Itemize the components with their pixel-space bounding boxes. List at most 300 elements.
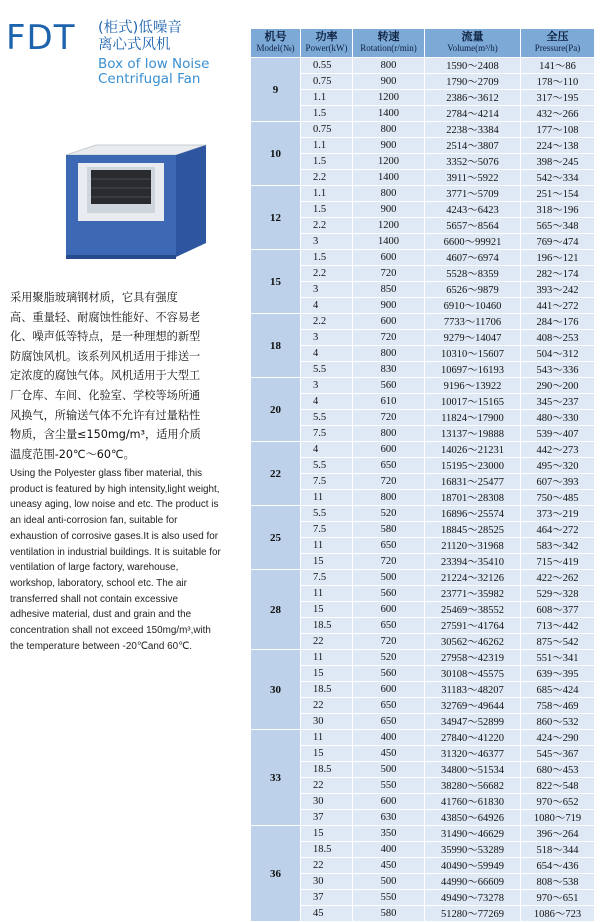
model-number-cell: 9 [251, 58, 301, 122]
volume-cell: 23394～35410 [425, 554, 521, 570]
power-cell: 5.5 [301, 362, 353, 378]
rotation-cell: 650 [353, 458, 425, 474]
volume-cell: 1590～2408 [425, 58, 521, 74]
power-cell: 11 [301, 490, 353, 506]
table-row [251, 154, 595, 170]
rotation-cell: 1400 [353, 170, 425, 186]
pressure-cell: 750～485 [521, 490, 595, 506]
table-row [251, 778, 595, 794]
description-en-line: the temperature between -20℃and 60℃. [10, 640, 192, 652]
power-cell: 22 [301, 858, 353, 874]
volume-cell: 34947～52899 [425, 714, 521, 730]
model-number-cell: 20 [251, 378, 301, 442]
table-row [251, 330, 595, 346]
volume-cell: 14026～21231 [425, 442, 521, 458]
table-row [251, 762, 595, 778]
rotation-cell: 580 [353, 522, 425, 538]
rotation-cell: 900 [353, 298, 425, 314]
rotation-cell: 800 [353, 122, 425, 138]
pressure-cell: 224～138 [521, 138, 595, 154]
power-cell: 30 [301, 794, 353, 810]
table-row [251, 538, 595, 554]
title-en-line-2: Centrifugal Fan [98, 71, 201, 87]
title-cn-line-2: 离心式风机 [98, 37, 171, 53]
volume-cell: 32769～49644 [425, 698, 521, 714]
rotation-cell: 800 [353, 490, 425, 506]
description-cn-line: 物质，含尘量≤150mg/m³，适用介质 [10, 428, 201, 442]
power-cell: 30 [301, 874, 353, 890]
table-row [251, 618, 595, 634]
rotation-cell: 600 [353, 794, 425, 810]
volume-cell: 18701～28308 [425, 490, 521, 506]
pressure-cell: 318～196 [521, 202, 595, 218]
volume-cell: 1790～2709 [425, 74, 521, 90]
pressure-cell: 432～266 [521, 106, 595, 122]
description-cn-line: 高、重量轻、耐腐蚀性能好、不容易老 [10, 310, 201, 324]
pressure-cell: 639～395 [521, 666, 595, 682]
volume-cell: 6600～99921 [425, 234, 521, 250]
table-row [251, 458, 595, 474]
pressure-cell: 685～424 [521, 682, 595, 698]
column-header [425, 29, 521, 58]
rotation-cell: 720 [353, 474, 425, 490]
column-header-cn: 机号 [264, 31, 287, 43]
pressure-cell: 504～312 [521, 346, 595, 362]
power-cell: 7.5 [301, 522, 353, 538]
pressure-cell: 251～154 [521, 186, 595, 202]
power-cell: 3 [301, 378, 353, 394]
rotation-cell: 630 [353, 810, 425, 826]
rotation-cell: 720 [353, 410, 425, 426]
power-cell: 7.5 [301, 570, 353, 586]
title-cn-line-1: (柜式)低噪音 [98, 20, 182, 36]
rotation-cell: 720 [353, 266, 425, 282]
pressure-cell: 875～542 [521, 634, 595, 650]
pressure-cell: 345～237 [521, 394, 595, 410]
volume-cell: 16896～25574 [425, 506, 521, 522]
table-row [251, 570, 595, 586]
volume-cell: 6910～10460 [425, 298, 521, 314]
rotation-cell: 720 [353, 330, 425, 346]
table-row [251, 586, 595, 602]
volume-cell: 18845～28525 [425, 522, 521, 538]
rotation-cell: 1400 [353, 234, 425, 250]
description-en-line: concentration shall not exceed 150mg/m³,with [10, 625, 211, 637]
pressure-cell: 398～245 [521, 154, 595, 170]
pressure-cell: 317～195 [521, 90, 595, 106]
power-cell: 18.5 [301, 682, 353, 698]
description-en-line: workshop, laboratory, school etc. The air [10, 577, 187, 589]
volume-cell: 13137～19888 [425, 426, 521, 442]
power-cell: 1.5 [301, 250, 353, 266]
power-cell: 5.5 [301, 506, 353, 522]
rotation-cell: 500 [353, 874, 425, 890]
volume-cell: 5657～8564 [425, 218, 521, 234]
rotation-cell: 560 [353, 666, 425, 682]
power-cell: 5.5 [301, 410, 353, 426]
volume-cell: 51280～77269 [425, 906, 521, 922]
table-row [251, 442, 595, 458]
power-cell: 15 [301, 746, 353, 762]
power-cell: 3 [301, 282, 353, 298]
table-row [251, 58, 595, 74]
rotation-cell: 1200 [353, 218, 425, 234]
rotation-cell: 520 [353, 650, 425, 666]
table-row [251, 730, 595, 746]
table-row [251, 74, 595, 90]
rotation-cell: 560 [353, 378, 425, 394]
power-cell: 4 [301, 298, 353, 314]
description-en-line: ventilation of large factory, warehouse, [10, 562, 179, 574]
power-cell: 1.5 [301, 106, 353, 122]
table-row [251, 746, 595, 762]
table-row [251, 362, 595, 378]
column-header-cn: 全压 [546, 31, 569, 43]
pressure-cell: 408～253 [521, 330, 595, 346]
rotation-cell: 1200 [353, 90, 425, 106]
power-cell: 1.1 [301, 186, 353, 202]
table-row [251, 602, 595, 618]
model-number-cell: 28 [251, 570, 301, 650]
rotation-cell: 600 [353, 682, 425, 698]
rotation-cell: 610 [353, 394, 425, 410]
volume-cell: 5528～8359 [425, 266, 521, 282]
power-cell: 3 [301, 234, 353, 250]
description-cn-line: 化、噪声低等特点，是一种理想的新型 [10, 330, 201, 344]
description-en-line: transferred shall not contain excessive [10, 593, 178, 605]
model-number-cell: 15 [251, 250, 301, 314]
power-cell: 22 [301, 634, 353, 650]
description-cn-line: 定浓度的腐蚀气体。风机适用于大型工 [10, 369, 201, 383]
power-cell: 0.55 [301, 58, 353, 74]
column-header-en: Volume(m³/h) [447, 43, 498, 53]
volume-cell: 2386～3612 [425, 90, 521, 106]
pressure-cell: 442～273 [521, 442, 595, 458]
pressure-cell: 715～419 [521, 554, 595, 570]
power-cell: 1.5 [301, 202, 353, 218]
volume-cell: 27958～42319 [425, 650, 521, 666]
volume-cell: 10697～16193 [425, 362, 521, 378]
volume-cell: 3352～5076 [425, 154, 521, 170]
column-header-en: Power(kW) [305, 43, 348, 53]
power-cell: 7.5 [301, 474, 353, 490]
pressure-cell: 970～651 [521, 890, 595, 906]
power-cell: 22 [301, 778, 353, 794]
model-number-cell: 18 [251, 314, 301, 378]
volume-cell: 15195～23000 [425, 458, 521, 474]
power-cell: 3 [301, 330, 353, 346]
table-row [251, 346, 595, 362]
rotation-cell: 600 [353, 314, 425, 330]
table-header-row [251, 29, 595, 58]
table-row [251, 170, 595, 186]
pressure-cell: 284～176 [521, 314, 595, 330]
rotation-cell: 1400 [353, 106, 425, 122]
pressure-cell: 196～121 [521, 250, 595, 266]
description-en-line: uneasy aging, low noise and etc. The product is [10, 499, 219, 511]
volume-cell: 3771～5709 [425, 186, 521, 202]
power-cell: 2.2 [301, 314, 353, 330]
table-row [251, 666, 595, 682]
pressure-cell: 808～538 [521, 874, 595, 890]
pressure-cell: 290～200 [521, 378, 595, 394]
rotation-cell: 450 [353, 858, 425, 874]
power-cell: 11 [301, 538, 353, 554]
power-cell: 1.1 [301, 138, 353, 154]
power-cell: 0.75 [301, 74, 353, 90]
column-header-cn: 功率 [315, 31, 338, 43]
volume-cell: 40490～59949 [425, 858, 521, 874]
table-row [251, 682, 595, 698]
volume-cell: 21120～31968 [425, 538, 521, 554]
column-header [353, 29, 425, 58]
table-row [251, 298, 595, 314]
table-row [251, 106, 595, 122]
rotation-cell: 560 [353, 586, 425, 602]
model-number-cell: 12 [251, 186, 301, 250]
volume-cell: 31183～48207 [425, 682, 521, 698]
column-header [251, 29, 301, 58]
rotation-cell: 600 [353, 250, 425, 266]
pressure-cell: 393～242 [521, 282, 595, 298]
table-row [251, 266, 595, 282]
model-number-cell: 33 [251, 730, 301, 826]
pressure-cell: 713～442 [521, 618, 595, 634]
rotation-cell: 720 [353, 554, 425, 570]
pressure-cell: 680～453 [521, 762, 595, 778]
table-row [251, 250, 595, 266]
pressure-cell: 758～469 [521, 698, 595, 714]
volume-cell: 38280～56682 [425, 778, 521, 794]
rotation-cell: 600 [353, 442, 425, 458]
table-row [251, 794, 595, 810]
volume-cell: 7733～11706 [425, 314, 521, 330]
volume-cell: 30562～46262 [425, 634, 521, 650]
rotation-cell: 500 [353, 762, 425, 778]
pressure-cell: 860～532 [521, 714, 595, 730]
table-row [251, 522, 595, 538]
rotation-cell: 900 [353, 138, 425, 154]
power-cell: 2.2 [301, 170, 353, 186]
volume-cell: 4607～6974 [425, 250, 521, 266]
rotation-cell: 900 [353, 202, 425, 218]
brand-logo-text: FDT [6, 18, 76, 58]
volume-cell: 11824～17900 [425, 410, 521, 426]
table-row [251, 138, 595, 154]
volume-cell: 41760～61830 [425, 794, 521, 810]
pressure-cell: 441～272 [521, 298, 595, 314]
column-header-en: Pressure(Pa) [534, 43, 581, 53]
volume-cell: 27840～41220 [425, 730, 521, 746]
table-row [251, 906, 595, 922]
description-english [10, 466, 236, 654]
rotation-cell: 800 [353, 186, 425, 202]
pressure-cell: 480～330 [521, 410, 595, 426]
table-row [251, 122, 595, 138]
volume-cell: 31490～46629 [425, 826, 521, 842]
rotation-cell: 550 [353, 778, 425, 794]
pressure-cell: 422～262 [521, 570, 595, 586]
rotation-cell: 850 [353, 282, 425, 298]
power-cell: 11 [301, 586, 353, 602]
volume-cell: 44990～66609 [425, 874, 521, 890]
table-row [251, 186, 595, 202]
description-cn-line: 厂仓库、车间、化验室、学校等场所通 [10, 388, 201, 402]
power-cell: 11 [301, 650, 353, 666]
rotation-cell: 900 [353, 74, 425, 90]
pressure-cell: 543～336 [521, 362, 595, 378]
table-body [251, 58, 595, 922]
power-cell: 2.2 [301, 218, 353, 234]
rotation-cell: 800 [353, 426, 425, 442]
pressure-cell: 529～328 [521, 586, 595, 602]
column-header [521, 29, 595, 58]
description-en-line: adhesive material, dust and grain and the [10, 609, 192, 621]
title-en-line-1: Box of low Noise [98, 56, 210, 72]
power-cell: 37 [301, 810, 353, 826]
description-en-line: product is featured by high intensity,light weight, [10, 483, 220, 495]
table-row [251, 234, 595, 250]
product-photo-fan-cabinet [56, 143, 216, 267]
table-row [251, 826, 595, 842]
pressure-cell: 464～272 [521, 522, 595, 538]
volume-cell: 2514～3807 [425, 138, 521, 154]
power-cell: 18.5 [301, 762, 353, 778]
volume-cell: 27591～41764 [425, 618, 521, 634]
pressure-cell: 607～393 [521, 474, 595, 490]
rotation-cell: 830 [353, 362, 425, 378]
table-row [251, 90, 595, 106]
power-cell: 45 [301, 906, 353, 922]
volume-cell: 30108～45575 [425, 666, 521, 682]
column-header [301, 29, 353, 58]
pressure-cell: 551～341 [521, 650, 595, 666]
volume-cell: 2238～3384 [425, 122, 521, 138]
pressure-cell: 141～86 [521, 58, 595, 74]
volume-cell: 6526～9879 [425, 282, 521, 298]
description-en-line: Using the Polyester glass fiber material, this [10, 468, 203, 479]
description-cn-line: 温度范围-20℃～60℃。 [10, 447, 135, 461]
power-cell: 5.5 [301, 458, 353, 474]
table-row [251, 202, 595, 218]
pressure-cell: 282～174 [521, 266, 595, 282]
pressure-cell: 608～377 [521, 602, 595, 618]
pressure-cell: 518～344 [521, 842, 595, 858]
power-cell: 7.5 [301, 426, 353, 442]
pressure-cell: 769～474 [521, 234, 595, 250]
pressure-cell: 1086～723 [521, 906, 595, 922]
rotation-cell: 500 [353, 570, 425, 586]
rotation-cell: 650 [353, 538, 425, 554]
table-row [251, 810, 595, 826]
table-row [251, 890, 595, 906]
column-header-en: Model(№) [256, 43, 295, 53]
pressure-cell: 654～436 [521, 858, 595, 874]
rotation-cell: 580 [353, 906, 425, 922]
power-cell: 2.2 [301, 266, 353, 282]
table-row [251, 858, 595, 874]
volume-cell: 43850～64926 [425, 810, 521, 826]
table-row [251, 506, 595, 522]
volume-cell: 10017～15165 [425, 394, 521, 410]
model-number-cell: 10 [251, 122, 301, 186]
table-row [251, 474, 595, 490]
volume-cell: 9196～13922 [425, 378, 521, 394]
rotation-cell: 800 [353, 58, 425, 74]
volume-cell: 31320～46377 [425, 746, 521, 762]
table-row [251, 634, 595, 650]
pressure-cell: 822～548 [521, 778, 595, 794]
power-cell: 0.75 [301, 122, 353, 138]
power-cell: 11 [301, 730, 353, 746]
power-cell: 4 [301, 346, 353, 362]
volume-cell: 4243～6423 [425, 202, 521, 218]
volume-cell: 9279～14047 [425, 330, 521, 346]
description-cn-line: 采用聚脂玻璃钢材质，它具有强度 [10, 291, 178, 304]
table-row [251, 650, 595, 666]
power-cell: 15 [301, 554, 353, 570]
rotation-cell: 600 [353, 602, 425, 618]
power-cell: 15 [301, 666, 353, 682]
model-number-cell: 30 [251, 650, 301, 730]
power-cell: 15 [301, 602, 353, 618]
model-number-cell: 25 [251, 506, 301, 570]
volume-cell: 3911～5922 [425, 170, 521, 186]
pressure-cell: 970～652 [521, 794, 595, 810]
specification-table [250, 28, 595, 922]
description-cn-line: 风换气，所输送气体不允许有过量粘性 [10, 408, 201, 422]
rotation-cell: 520 [353, 506, 425, 522]
pressure-cell: 177～108 [521, 122, 595, 138]
pressure-cell: 178～110 [521, 74, 595, 90]
table-row [251, 842, 595, 858]
table-row [251, 714, 595, 730]
table-row [251, 282, 595, 298]
volume-cell: 2784～4214 [425, 106, 521, 122]
volume-cell: 35990～53289 [425, 842, 521, 858]
table-row [251, 426, 595, 442]
volume-cell: 16831～25477 [425, 474, 521, 490]
volume-cell: 21224～32126 [425, 570, 521, 586]
power-cell: 4 [301, 442, 353, 458]
description-en-line: an ideal anti-corrosion fan, suitable for [10, 515, 178, 527]
rotation-cell: 650 [353, 618, 425, 634]
pressure-cell: 539～407 [521, 426, 595, 442]
pressure-cell: 1080～719 [521, 810, 595, 826]
table-row [251, 554, 595, 570]
pressure-cell: 583～342 [521, 538, 595, 554]
rotation-cell: 400 [353, 730, 425, 746]
power-cell: 22 [301, 698, 353, 714]
table-row [251, 874, 595, 890]
table-row [251, 314, 595, 330]
power-cell: 37 [301, 890, 353, 906]
power-cell: 4 [301, 394, 353, 410]
pressure-cell: 565～348 [521, 218, 595, 234]
pressure-cell: 424～290 [521, 730, 595, 746]
table-row [251, 218, 595, 234]
pressure-cell: 545～367 [521, 746, 595, 762]
model-number-cell: 22 [251, 442, 301, 506]
column-header-cn: 流量 [461, 31, 484, 43]
power-cell: 30 [301, 714, 353, 730]
table-row [251, 378, 595, 394]
column-header-cn: 转速 [377, 31, 400, 43]
rotation-cell: 800 [353, 346, 425, 362]
rotation-cell: 650 [353, 714, 425, 730]
volume-cell: 34800～51534 [425, 762, 521, 778]
rotation-cell: 550 [353, 890, 425, 906]
